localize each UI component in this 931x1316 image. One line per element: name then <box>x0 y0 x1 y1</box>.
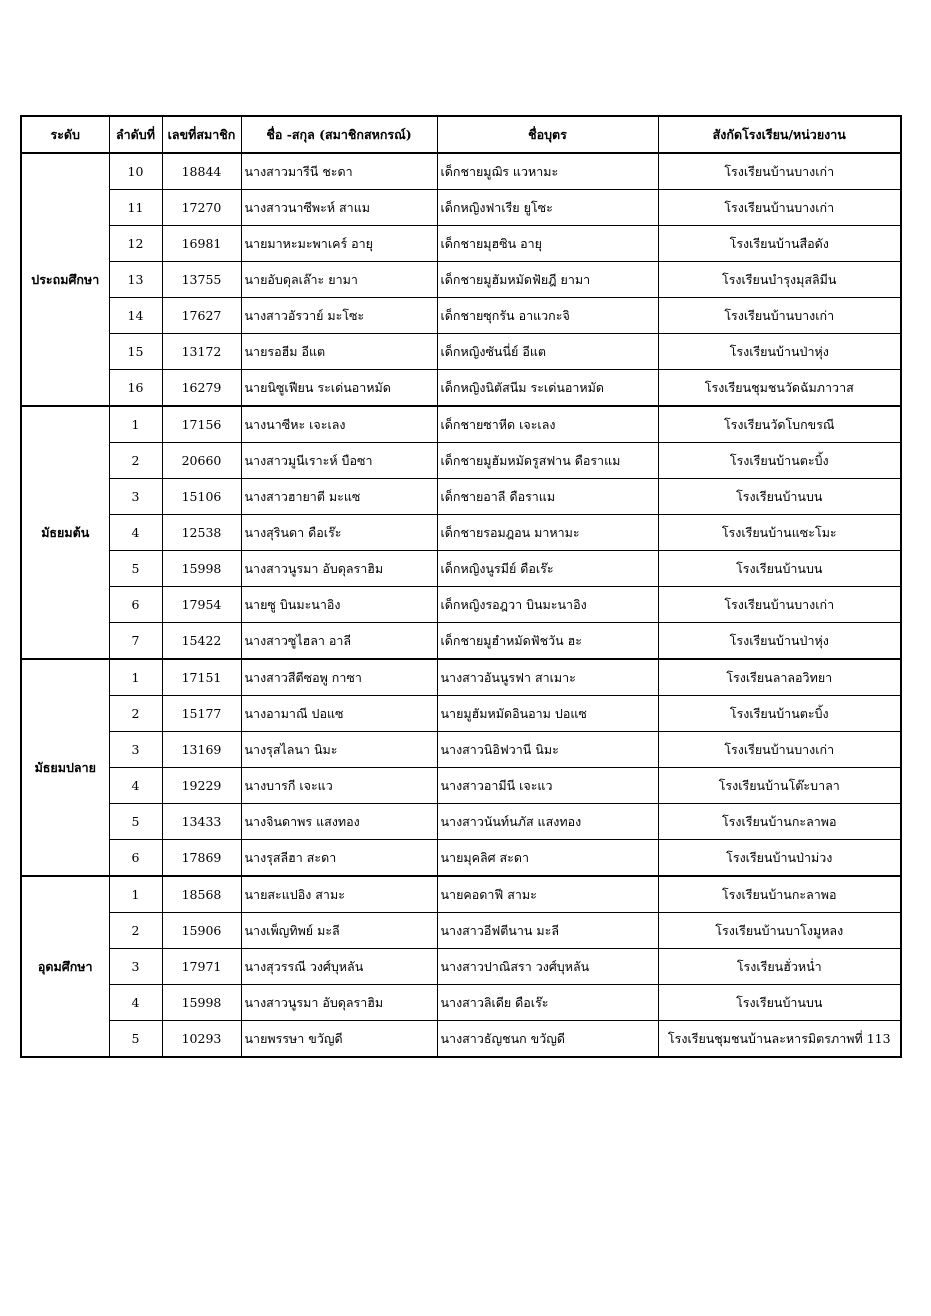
order-cell: 14 <box>109 298 162 334</box>
member-name-cell: นายมาหะมะพาเคร์ อายุ <box>241 226 437 262</box>
order-cell: 4 <box>109 515 162 551</box>
member-name-cell: นางสาวมูนีเราะห์ บือซา <box>241 443 437 479</box>
member-id-cell: 17869 <box>162 840 241 877</box>
member-name-cell: นางสาวมารีนี ชะดา <box>241 153 437 190</box>
table-row <box>21 1021 901 1058</box>
member-name-cell: นางนาซีหะ เจะเลง <box>241 406 437 443</box>
member-id-cell: 10293 <box>162 1021 241 1058</box>
order-cell: 6 <box>109 840 162 877</box>
member-id-cell: 15422 <box>162 623 241 660</box>
member-name-cell: นางสาวอัรวาย์ มะโซะ <box>241 298 437 334</box>
member-id-cell: 17270 <box>162 190 241 226</box>
member-name-cell: นายซู บินมะนาอิง <box>241 587 437 623</box>
school-cell: โรงเรียนบ้านบางเก่า <box>658 190 901 226</box>
member-id-cell: 13172 <box>162 334 241 370</box>
table-row <box>21 153 901 190</box>
member-id-cell: 20660 <box>162 443 241 479</box>
child-name-cell: เด็กชายมูฮัมหมัดรูสฟาน ดือราแม <box>437 443 658 479</box>
member-id-cell: 16981 <box>162 226 241 262</box>
order-cell: 1 <box>109 659 162 696</box>
child-name-cell: เด็กชายมูฌิร แวหามะ <box>437 153 658 190</box>
member-name-cell: นางเพ็ญทิพย์ มะลี <box>241 913 437 949</box>
level-cell: มัธยมปลาย <box>21 659 109 876</box>
school-cell: โรงเรียนบ้านโต๊ะบาลา <box>658 768 901 804</box>
member-children-table <box>20 115 902 1058</box>
table-row <box>21 443 901 479</box>
table-row <box>21 913 901 949</box>
table-row <box>21 551 901 587</box>
member-id-cell: 17971 <box>162 949 241 985</box>
member-id-cell: 12538 <box>162 515 241 551</box>
table-row <box>21 659 901 696</box>
header-school: สังกัดโรงเรียน/หน่วยงาน <box>658 116 901 153</box>
child-name-cell: นางสาวธัญชนก ขวัญดี <box>437 1021 658 1058</box>
member-name-cell: นางจินดาพร แสงทอง <box>241 804 437 840</box>
table-row <box>21 587 901 623</box>
child-name-cell: เด็กหญิงรอฎวา บินมะนาอิง <box>437 587 658 623</box>
order-cell: 5 <box>109 1021 162 1058</box>
table-row <box>21 190 901 226</box>
order-cell: 6 <box>109 587 162 623</box>
school-cell: โรงเรียนบ้านกะลาพอ <box>658 804 901 840</box>
table-row <box>21 804 901 840</box>
child-name-cell: นางสาวอีฟตีนาน มะลี <box>437 913 658 949</box>
school-cell: โรงเรียนบ้านบางเก่า <box>658 298 901 334</box>
header-level: ระดับ <box>21 116 109 153</box>
order-cell: 3 <box>109 732 162 768</box>
school-cell: โรงเรียนวัดโบกขรณี <box>658 406 901 443</box>
order-cell: 13 <box>109 262 162 298</box>
member-id-cell: 17954 <box>162 587 241 623</box>
school-cell: โรงเรียนชุมชนบ้านละหารมิตรภาพที่ 113 <box>658 1021 901 1058</box>
table-row <box>21 515 901 551</box>
school-cell: โรงเรียนบ้านบางเก่า <box>658 587 901 623</box>
school-cell: โรงเรียนบ้านบน <box>658 551 901 587</box>
order-cell: 12 <box>109 226 162 262</box>
member-name-cell: นางบารกี เจะแว <box>241 768 437 804</box>
member-name-cell: นางสุวรรณี วงศ์บุหลัน <box>241 949 437 985</box>
table-row <box>21 298 901 334</box>
order-cell: 15 <box>109 334 162 370</box>
child-name-cell: นายมุคลิศ สะดา <box>437 840 658 877</box>
member-name-cell: นายสะแปอิง สามะ <box>241 876 437 913</box>
school-cell: โรงเรียนลาลอวิทยา <box>658 659 901 696</box>
child-name-cell: เด็กชายซาหีด เจะเลง <box>437 406 658 443</box>
order-cell: 7 <box>109 623 162 660</box>
member-id-cell: 15998 <box>162 551 241 587</box>
order-cell: 1 <box>109 876 162 913</box>
order-cell: 3 <box>109 479 162 515</box>
child-name-cell: นางสาวอามีนี เจะแว <box>437 768 658 804</box>
child-name-cell: เด็กหญิงนูรมีย์ ดือเร๊ะ <box>437 551 658 587</box>
member-name-cell: นางรุสลีฮา สะดา <box>241 840 437 877</box>
member-id-cell: 15906 <box>162 913 241 949</box>
member-id-cell: 15998 <box>162 985 241 1021</box>
child-name-cell: เด็กชายอาลี ดือราแม <box>437 479 658 515</box>
member-id-cell: 15177 <box>162 696 241 732</box>
member-name-cell: นางสาวฮายาตี มะแซ <box>241 479 437 515</box>
member-id-cell: 15106 <box>162 479 241 515</box>
member-name-cell: นายนิซูเฟียน ระเด่นอาหมัด <box>241 370 437 407</box>
child-name-cell: นางสาวอันนูรฟา สาเมาะ <box>437 659 658 696</box>
table-row <box>21 406 901 443</box>
table-row <box>21 949 901 985</box>
member-name-cell: นางอามาณี ปอแซ <box>241 696 437 732</box>
member-name-cell: นางรุสไลนา นิมะ <box>241 732 437 768</box>
child-name-cell: เด็กชายรอมฎอน มาหามะ <box>437 515 658 551</box>
school-cell: โรงเรียนบ้านบน <box>658 479 901 515</box>
table-row <box>21 768 901 804</box>
member-name-cell: นายพรรษา ขวัญดี <box>241 1021 437 1058</box>
member-name-cell: นางสาวสีตีซอพู กาซา <box>241 659 437 696</box>
child-name-cell: นายมูฮัมหมัดอินอาม ปอแซ <box>437 696 658 732</box>
header-member-id: เลขที่สมาชิก <box>162 116 241 153</box>
child-name-cell: เด็กชายมูฮำหมัดฟัชวัน ฮะ <box>437 623 658 660</box>
order-cell: 5 <box>109 804 162 840</box>
order-cell: 2 <box>109 913 162 949</box>
school-cell: โรงเรียนบ้านบน <box>658 985 901 1021</box>
table-row <box>21 696 901 732</box>
member-id-cell: 16279 <box>162 370 241 407</box>
child-name-cell: นางสาวลิเดีย ดือเร๊ะ <box>437 985 658 1021</box>
school-cell: โรงเรียนบ้านตะบิ้ง <box>658 696 901 732</box>
member-id-cell: 17627 <box>162 298 241 334</box>
order-cell: 16 <box>109 370 162 407</box>
order-cell: 4 <box>109 985 162 1021</box>
table-row <box>21 623 901 660</box>
child-name-cell: เด็กหญิงซันนี่ย์ อีแต <box>437 334 658 370</box>
child-name-cell: เด็กหญิงฟาเรีย ยูโซะ <box>437 190 658 226</box>
order-cell: 5 <box>109 551 162 587</box>
member-id-cell: 17156 <box>162 406 241 443</box>
school-cell: โรงเรียนบ้านป่าม่วง <box>658 840 901 877</box>
member-name-cell: นางสาวนาซีพะห์ สาแม <box>241 190 437 226</box>
order-cell: 4 <box>109 768 162 804</box>
member-id-cell: 13755 <box>162 262 241 298</box>
table-row <box>21 262 901 298</box>
school-cell: โรงเรียนบ้านกะลาพอ <box>658 876 901 913</box>
school-cell: โรงเรียนบ้านสือดัง <box>658 226 901 262</box>
school-cell: โรงเรียนบ้านบางเก่า <box>658 732 901 768</box>
member-name-cell: นางสาวนูรมา อับดุลราฮิม <box>241 985 437 1021</box>
table-row <box>21 370 901 407</box>
table-row <box>21 334 901 370</box>
level-cell: ประถมศึกษา <box>21 153 109 406</box>
order-cell: 2 <box>109 443 162 479</box>
member-name-cell: นายรอฮีม อีแต <box>241 334 437 370</box>
child-name-cell: เด็กชายมูฮัมหมัดฟัยฎี ยามา <box>437 262 658 298</box>
school-cell: โรงเรียนฮั่วหน่ำ <box>658 949 901 985</box>
child-name-cell: นายคอดาฟี สามะ <box>437 876 658 913</box>
child-name-cell: เด็กหญิงนิตัสนีม ระเด่นอาหมัด <box>437 370 658 407</box>
child-name-cell: นางสาวนิอิฟวานี นิมะ <box>437 732 658 768</box>
order-cell: 1 <box>109 406 162 443</box>
table-row <box>21 226 901 262</box>
school-cell: โรงเรียนบ้านบางเก่า <box>658 153 901 190</box>
member-name-cell: นางสาวนูรมา อับดุลราฮิม <box>241 551 437 587</box>
header-order: ลำดับที่ <box>109 116 162 153</box>
school-cell: โรงเรียนชุมชนวัดฉัมภาวาส <box>658 370 901 407</box>
school-cell: โรงเรียนบ้านป่าหุ่ง <box>658 334 901 370</box>
level-cell: อุดมศึกษา <box>21 876 109 1057</box>
child-name-cell: นางสาวนันท์นภัส แสงทอง <box>437 804 658 840</box>
table-row <box>21 876 901 913</box>
child-name-cell: เด็กชายมุฮซิน อายุ <box>437 226 658 262</box>
header-member-name: ชื่อ -สกุล (สมาชิกสหกรณ์) <box>241 116 437 153</box>
level-cell: มัธยมต้น <box>21 406 109 659</box>
table-row <box>21 840 901 877</box>
table-row <box>21 985 901 1021</box>
school-cell: โรงเรียนบ้านแซะโมะ <box>658 515 901 551</box>
child-name-cell: เด็กชายซุกรัน อาแวกะจิ <box>437 298 658 334</box>
member-id-cell: 13169 <box>162 732 241 768</box>
order-cell: 11 <box>109 190 162 226</box>
order-cell: 2 <box>109 696 162 732</box>
member-id-cell: 18844 <box>162 153 241 190</box>
table-body <box>21 153 901 1057</box>
header-row <box>21 116 901 153</box>
order-cell: 3 <box>109 949 162 985</box>
member-name-cell: นายอับดุลเล๊าะ ยามา <box>241 262 437 298</box>
school-cell: โรงเรียนบำรุงมุสลิมีน <box>658 262 901 298</box>
member-name-cell: นางสาวซูไฮลา อาลี <box>241 623 437 660</box>
member-id-cell: 13433 <box>162 804 241 840</box>
member-id-cell: 18568 <box>162 876 241 913</box>
header-child-name: ชื่อบุตร <box>437 116 658 153</box>
order-cell: 10 <box>109 153 162 190</box>
table-row <box>21 479 901 515</box>
child-name-cell: นางสาวปาณิสรา วงศ์บุหลัน <box>437 949 658 985</box>
member-name-cell: นางสุรินดา ดือเร๊ะ <box>241 515 437 551</box>
member-id-cell: 17151 <box>162 659 241 696</box>
member-id-cell: 19229 <box>162 768 241 804</box>
school-cell: โรงเรียนบ้านตะบิ้ง <box>658 443 901 479</box>
school-cell: โรงเรียนบ้านป่าหุ่ง <box>658 623 901 660</box>
school-cell: โรงเรียนบ้านบาโงมูหลง <box>658 913 901 949</box>
table-row <box>21 732 901 768</box>
